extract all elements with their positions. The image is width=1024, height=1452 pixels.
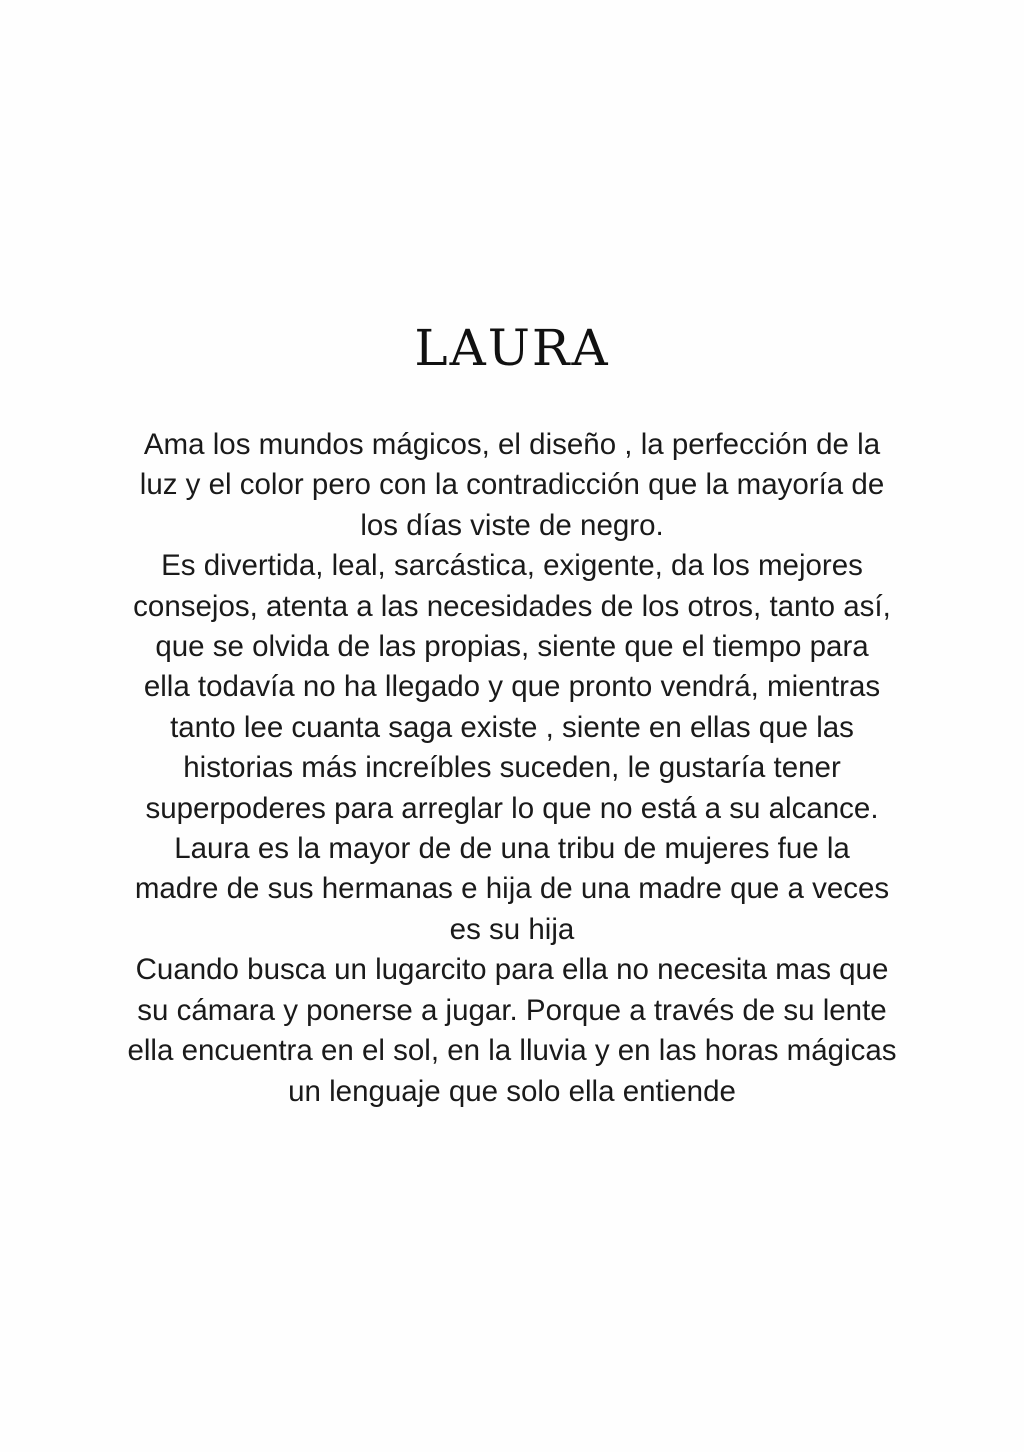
text-line: historias más increíbles suceden, le gustaría tener — [183, 751, 841, 785]
text-line: Ama los mundos mágicos, el diseño , la perfección de la — [143, 428, 881, 461]
text-line: un lenguaje que solo ella entiende — [288, 1074, 736, 1108]
text-line: luz y el color pero con la contradicción que la mayoría de — [139, 468, 885, 502]
text-line: ella todavía no ha llegado y que pronto vendrá, mientras — [143, 670, 881, 704]
text-line: madre de sus hermanas e hija de una madre que a veces — [134, 872, 890, 906]
text-line: superpoderes para arreglar lo que no está a su alcance. — [145, 791, 879, 825]
text-line: ella encuentra en el sol, en la lluvia y en las horas mágicas — [127, 1034, 897, 1068]
page-title: LAURA — [414, 319, 610, 377]
text-line: su cámara y ponerse a jugar. Porque a través de su lente — [137, 993, 887, 1027]
text-line: los días viste de negro. — [360, 508, 664, 542]
text-line: que se olvida de las propias, siente que el tiempo para — [155, 630, 869, 664]
text-line: Laura es la mayor de de una tribu de mujeres fue la — [174, 832, 850, 866]
text-line: Cuando busca un lugarcito para ella no necesita mas que — [135, 953, 889, 987]
text-line: Es divertida, leal, sarcástica, exigente, da los mejores — [161, 549, 863, 583]
text-line: tanto lee cuanta saga existe , siente en ellas que las — [170, 710, 854, 744]
body-paragraph — [112, 425, 912, 1112]
text-line: consejos, atenta a las necesidades de los otros, tanto así, — [133, 589, 891, 623]
text-line: es su hija — [449, 912, 575, 946]
